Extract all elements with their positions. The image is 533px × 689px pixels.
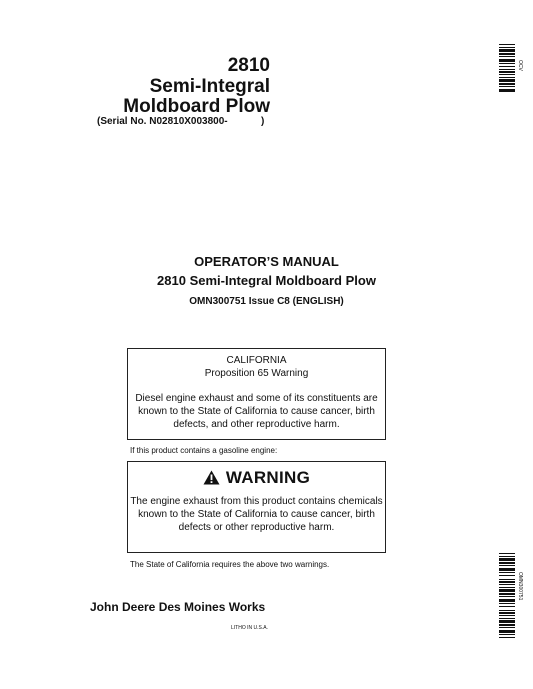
barcode-stripe [499, 638, 515, 641]
warning-body-line: defects or other reproductive harm. [178, 522, 335, 533]
serial-number: (Serial No. N02810X003800- ) [97, 116, 265, 127]
gasoline-warning-box [127, 461, 386, 553]
warning-body-line: known to the State of California to cause cancer, birth [138, 509, 375, 520]
title-line-1: Semi-Integral [149, 76, 270, 97]
works-name: John Deere Des Moines Works [90, 600, 266, 614]
california-body-line: known to the State of California to cause cancer, birth [138, 406, 375, 417]
warning-triangle-icon [203, 470, 220, 485]
model-number: 2810 [227, 55, 270, 76]
state-note: The State of California requires the above two warnings. [130, 560, 330, 569]
proposition-label: Proposition 65 Warning [204, 368, 309, 379]
litho-note: LITHO IN U.S.A. [231, 625, 268, 631]
barcode-stripe [499, 89, 515, 92]
title-line-2: Moldboard Plow [123, 96, 270, 117]
warning-heading: WARNING [225, 468, 311, 487]
gasoline-note: If this product contains a gasoline engine: [130, 446, 278, 455]
top-barcode [499, 44, 515, 92]
warning-body-line: The engine exhaust from this product contains chemicals [130, 496, 383, 507]
top-barcode-label: OCV [517, 60, 523, 71]
bottom-barcode-label: OMN300751 [517, 572, 523, 601]
bottom-barcode [499, 553, 515, 641]
california-body-line: defects, and other reproductive harm. [173, 419, 340, 430]
manual-subtitle: 2810 Semi-Integral Moldboard Plow [157, 273, 376, 288]
warning-header [128, 470, 385, 485]
california-warning-box [127, 348, 386, 440]
manual-id: OMN300751 Issue C8 (ENGLISH) [189, 296, 344, 307]
manual-heading: OPERATOR’S MANUAL [194, 254, 339, 269]
california-label: CALIFORNIA [226, 355, 287, 366]
california-body-line: Diesel engine exhaust and some of its constituents are [135, 393, 378, 404]
